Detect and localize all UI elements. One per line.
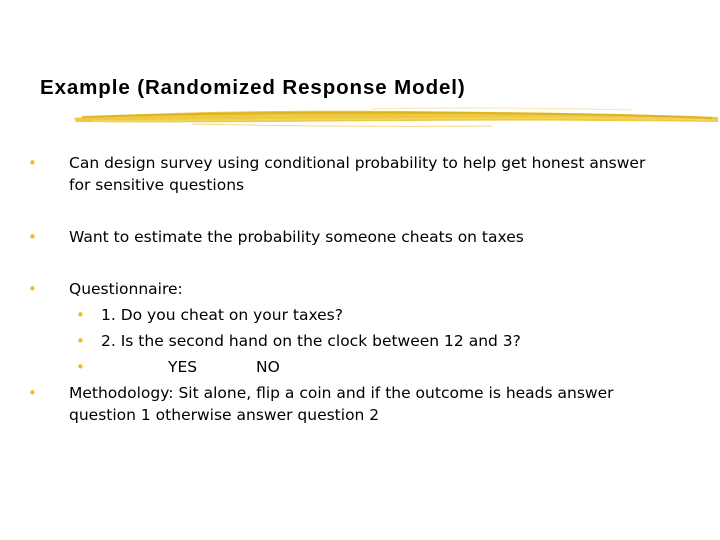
bullet-item — [28, 278, 688, 300]
bullet-text-line: Want to estimate the probability someone cheats on taxes — [69, 228, 524, 246]
bullet-item — [28, 382, 688, 426]
sub-bullet-text: 1. Do you cheat on your taxes? — [101, 306, 343, 324]
option-yes: YES — [168, 358, 198, 376]
bullet-text-line: for sensitive questions — [69, 176, 245, 194]
bullet-text-line: question 1 otherwise answer question 2 — [69, 406, 380, 424]
option-no: NO — [256, 358, 280, 376]
bullet-item — [28, 226, 688, 248]
bullet-dot: • — [28, 228, 37, 246]
slide-title: Example (Randomized Response Model) — [40, 76, 466, 99]
bullet-text-line: Methodology: Sit alone, flip a coin and if the outcome is heads answer — [69, 384, 614, 402]
sub-bullet-text: 2. Is the second hand on the clock between 12 and 3? — [101, 332, 521, 350]
bullet-dot: • — [28, 384, 37, 402]
sub-bullet-item-options — [76, 356, 636, 378]
bullet-dot: • — [28, 154, 37, 172]
sub-bullet-item — [76, 304, 636, 326]
bullet-item — [28, 152, 688, 196]
sub-bullet-dot: • — [76, 358, 85, 376]
sub-bullet-dot: • — [76, 332, 85, 350]
sub-bullet-dot: • — [76, 306, 85, 324]
sub-bullet-item — [76, 330, 636, 352]
bullet-dot: • — [28, 280, 37, 298]
bullet-text-line: Questionnaire: — [69, 280, 183, 298]
bullet-text-line: Can design survey using conditional probability to help get honest answer — [69, 154, 646, 172]
